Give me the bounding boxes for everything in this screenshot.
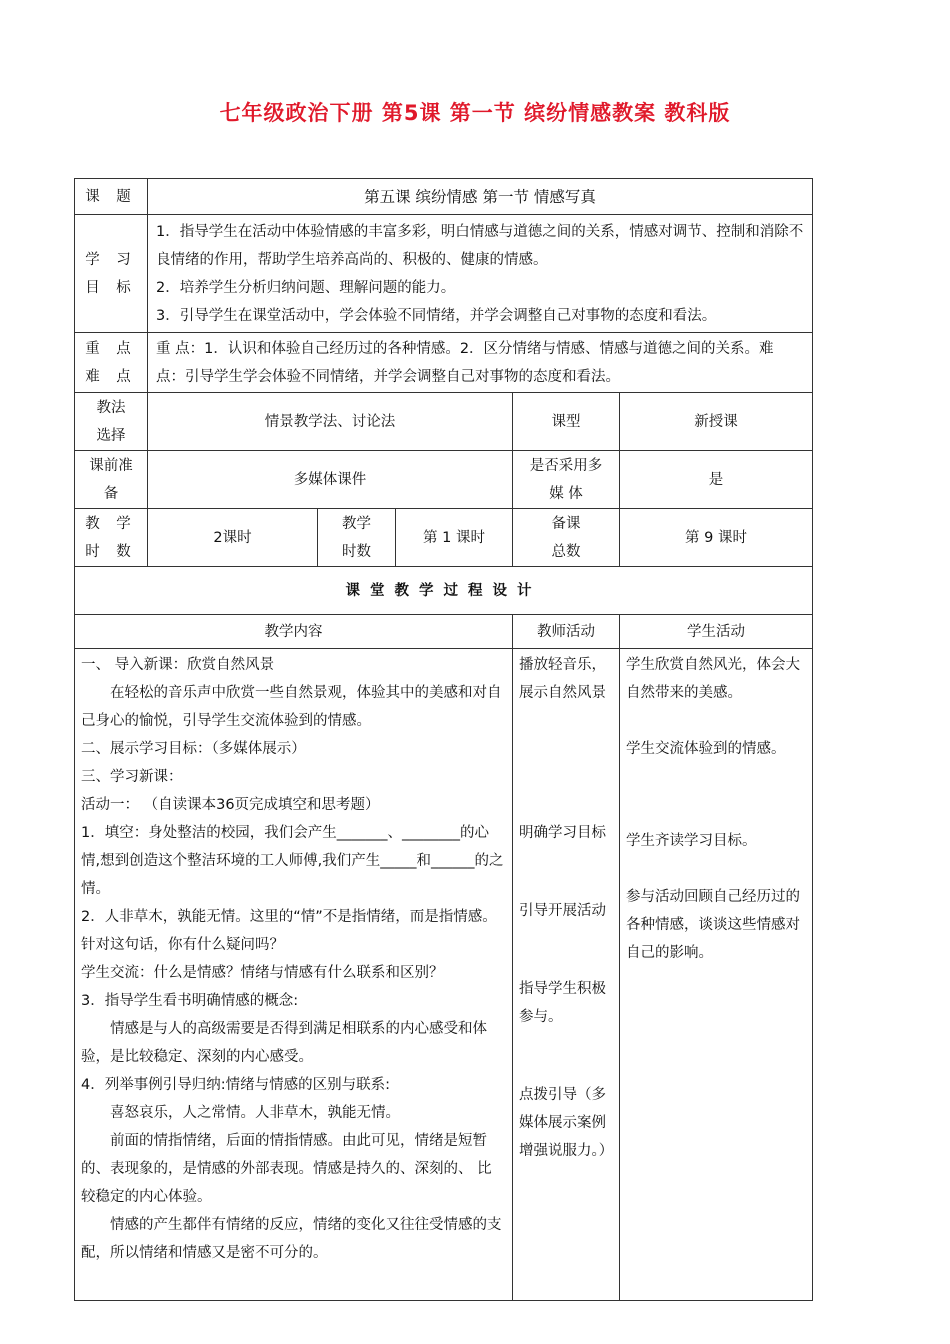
topic-value: 第五课 缤纷情感 第一节 情感写真	[148, 179, 813, 215]
keypoints-label-line2: 难 点	[85, 368, 137, 385]
content-paragraph: 情感的产生都伴有情绪的反应，情绪的变化又往往受情感的支配，所以情绪和情感又是密不可分的。	[81, 1217, 502, 1261]
total-label-line1: 备课	[551, 515, 581, 532]
content-paragraph: 情感是与人的高级需要是否得到满足相联系的内心感受和体验，是比较稳定、深刻的内心感受。	[81, 1021, 487, 1065]
objectives-row	[75, 215, 813, 333]
total-value: 第 9 课时	[620, 509, 813, 567]
prep-label-line1: 课前准	[89, 457, 133, 474]
prep-label	[75, 451, 148, 509]
content-paragraph: 二、展示学习目标：（多媒体展示）	[81, 741, 306, 757]
objectives-label-line1: 学 习	[85, 251, 137, 268]
prep-row	[75, 451, 813, 509]
content-cell	[75, 649, 513, 1301]
prep-label-line2: 备	[103, 485, 119, 502]
content-paragraph: 1．填空：身处整洁的校园，我们会产生_______、________的心情,想到创造这个整洁环境的工人师傅,我们产生_____和______的之情。	[81, 825, 504, 897]
objective-item: 3．引导学生在课堂活动中，学会体验不同情绪，并学会调整自己对事物的态度和看法。	[156, 307, 717, 324]
content-paragraph: 3．指导学生看书明确情感的概念:	[81, 993, 299, 1009]
teacher-activity-cell	[513, 649, 620, 1301]
content-paragraph: 在轻松的音乐声中欣赏一些自然景观，体验其中的美感和对自己身心的愉悦，引导学生交流体验到的情感。	[81, 685, 502, 729]
process-heading-row	[75, 567, 813, 615]
process-body-row	[75, 649, 813, 1301]
content-paragraph: 前面的情指情绪，后面的情指情感。由此可见，情绪是短暂的、表现象的，是情感的外部表现。情感是持久的、深刻的、 比较稳定的内心体验。	[81, 1133, 492, 1205]
teacher-activity: 点拨引导（多媒体展示案例增强说服力。）	[519, 1087, 614, 1159]
objectives-label	[75, 215, 148, 333]
student-activity-cell	[620, 649, 813, 1301]
keypoints-row	[75, 333, 813, 393]
teacher-activity: 指导学生积极参与。	[519, 981, 606, 1025]
period-label-line2: 时数	[342, 543, 371, 560]
content-paragraph: 学生交流：什么是情感？情绪与情感有什么联系和区别？	[81, 965, 444, 981]
teacher-activity: 播放轻音乐，展示自然风景	[519, 657, 606, 701]
content-paragraph: 活动一： （自读课本36页完成填空和思考题）	[81, 797, 380, 813]
col-content-header: 教学内容	[75, 615, 513, 649]
col-teacher-header: 教师活动	[513, 615, 620, 649]
period-label	[318, 509, 396, 567]
teacher-activity: 明确学习目标	[519, 825, 606, 841]
student-activity: 学生齐读学习目标。	[626, 833, 757, 849]
multimedia-label-line1: 是否采用多	[529, 457, 603, 474]
lesson-type-label: 课型	[513, 393, 620, 451]
content-paragraph: 喜怒哀乐，人之常情。人非草木，孰能无情。	[110, 1105, 400, 1121]
hours-value: 2课时	[148, 509, 318, 567]
multimedia-value: 是	[620, 451, 813, 509]
method-value: 情景教学法、讨论法	[148, 393, 513, 451]
content-paragraph: 4．列举事例引导归纳:情绪与情感的区别与联系:	[81, 1077, 390, 1093]
objectives-label-line2: 目 标	[85, 279, 137, 296]
method-label	[75, 393, 148, 451]
total-label	[513, 509, 620, 567]
content-paragraph: 一、 导入新课：欣赏自然风景	[81, 657, 275, 673]
topic-row	[75, 179, 813, 215]
objective-item: 2．培养学生分析归纳问题、理解问题的能力。	[156, 279, 456, 296]
lesson-type-value: 新授课	[620, 393, 813, 451]
multimedia-label-line2: 媒 体	[549, 485, 583, 502]
keypoints-label	[75, 333, 148, 393]
total-label-line2: 总数	[551, 543, 581, 560]
hours-row	[75, 509, 813, 567]
content-paragraph: 2．人非草木，孰能无情。这里的“情”不是指情绪，而是指情感。针对这句话，你有什么疑问吗？	[81, 909, 497, 953]
multimedia-label	[513, 451, 620, 509]
method-label-line2: 选择	[96, 427, 126, 444]
method-label-line1: 教法	[96, 399, 126, 416]
student-activity: 学生欣赏自然风光，体会大自然带来的美感。	[626, 657, 800, 701]
content-paragraph: 三、学习新课：	[81, 769, 183, 785]
topic-label: 课 题	[75, 179, 148, 215]
objectives-content	[148, 215, 813, 333]
student-activity: 学生交流体验到的情感。	[626, 741, 786, 757]
teacher-activity: 引导开展活动	[519, 903, 606, 919]
hours-label	[75, 509, 148, 567]
col-student-header: 学生活动	[620, 615, 813, 649]
keypoints-label-line1: 重 点	[85, 340, 137, 357]
keypoints-value: 重 点：1．认识和体验自己经历过的各种情感。2．区分情绪与情感、情感与道德之间的关系。难 点：引导学生学会体验不同情绪，并学会调整自己对事物的态度和看法。	[148, 333, 813, 393]
objective-item: 1．指导学生在活动中体验情感的丰富多彩，明白情感与道德之间的关系，情感对调节、控制和消除不良情绪的作用，帮助学生培养高尚的、积极的、健康的情感。	[156, 223, 804, 268]
period-label-line1: 教学	[342, 515, 371, 532]
document-title: 七年级政治下册 第5课 第一节 缤纷情感教案 教科版	[219, 101, 731, 125]
student-activity: 参与活动回顾自己经历过的各种情感，谈谈这些情感对自己的影响。	[626, 889, 800, 961]
hours-label-line1: 教 学	[85, 515, 137, 532]
process-heading: 课堂教学过程设计	[75, 567, 813, 615]
period-value: 第 1 课时	[396, 509, 513, 567]
method-row	[75, 393, 813, 451]
lesson-plan-table	[74, 178, 813, 1301]
prep-value: 多媒体课件	[148, 451, 513, 509]
hours-label-line2: 时 数	[85, 543, 137, 560]
process-columns-row	[75, 615, 813, 649]
